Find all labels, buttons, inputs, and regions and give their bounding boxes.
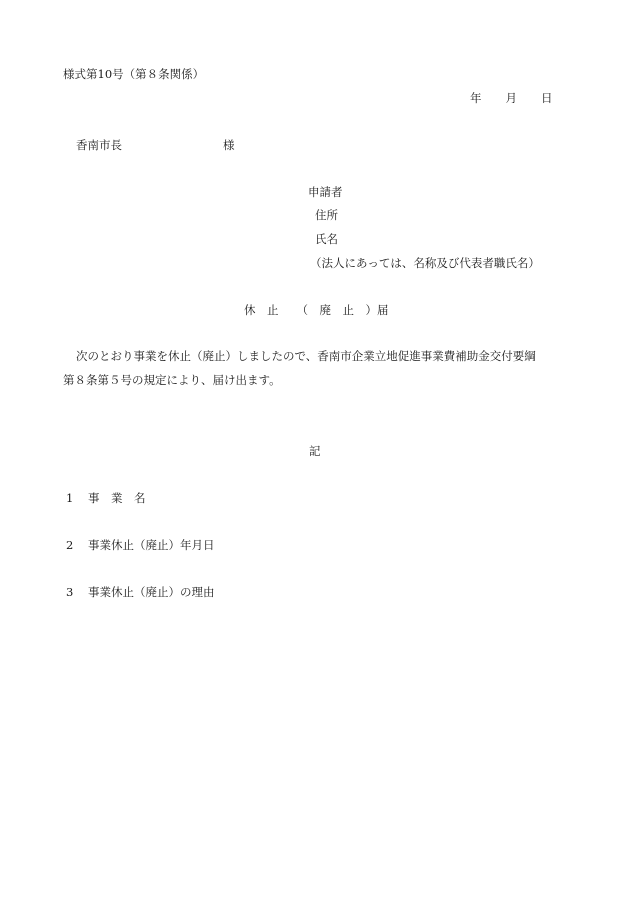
item-number: 1 [66,491,74,505]
body-text-line1: 次のとおり事業を休止（廃止）しましたので、香南市企業立地促進事業費補助金交付要綱 [76,349,536,363]
addressee-honorific: 様 [223,138,235,152]
item-label: 事 業 名 [88,491,146,505]
date-line [470,93,553,105]
document-title [244,305,389,317]
list-item [66,587,215,599]
address-label: 住所 [315,208,338,222]
name-note: （法人にあっては、名称及び代表者職氏名） [310,256,540,270]
applicant-label: 申請者 [308,185,343,199]
name-label: 氏名 [315,232,338,246]
list-item [66,493,146,505]
item-label: 事業休止（廃止）の理由 [88,585,215,599]
form-number: 様式第10号（第８条関係） [63,67,205,81]
ki-heading: 記 [309,444,321,458]
date-year-label: 年 [470,91,482,105]
date-month-label: 月 [505,91,517,105]
body-text-line2: 第８条第５号の規定により、届け出ます。 [63,373,281,387]
item-number: 2 [66,538,74,552]
item-label: 事業休止（廃止）年月日 [88,538,215,552]
document-title-part2: （ 廃 止 ）届 [296,303,389,317]
document-title-part1: 休 止 [244,303,279,317]
list-item [66,540,215,552]
date-day-label: 日 [541,91,553,105]
item-number: 3 [66,585,74,599]
addressee-title: 香南市長 [76,138,122,152]
